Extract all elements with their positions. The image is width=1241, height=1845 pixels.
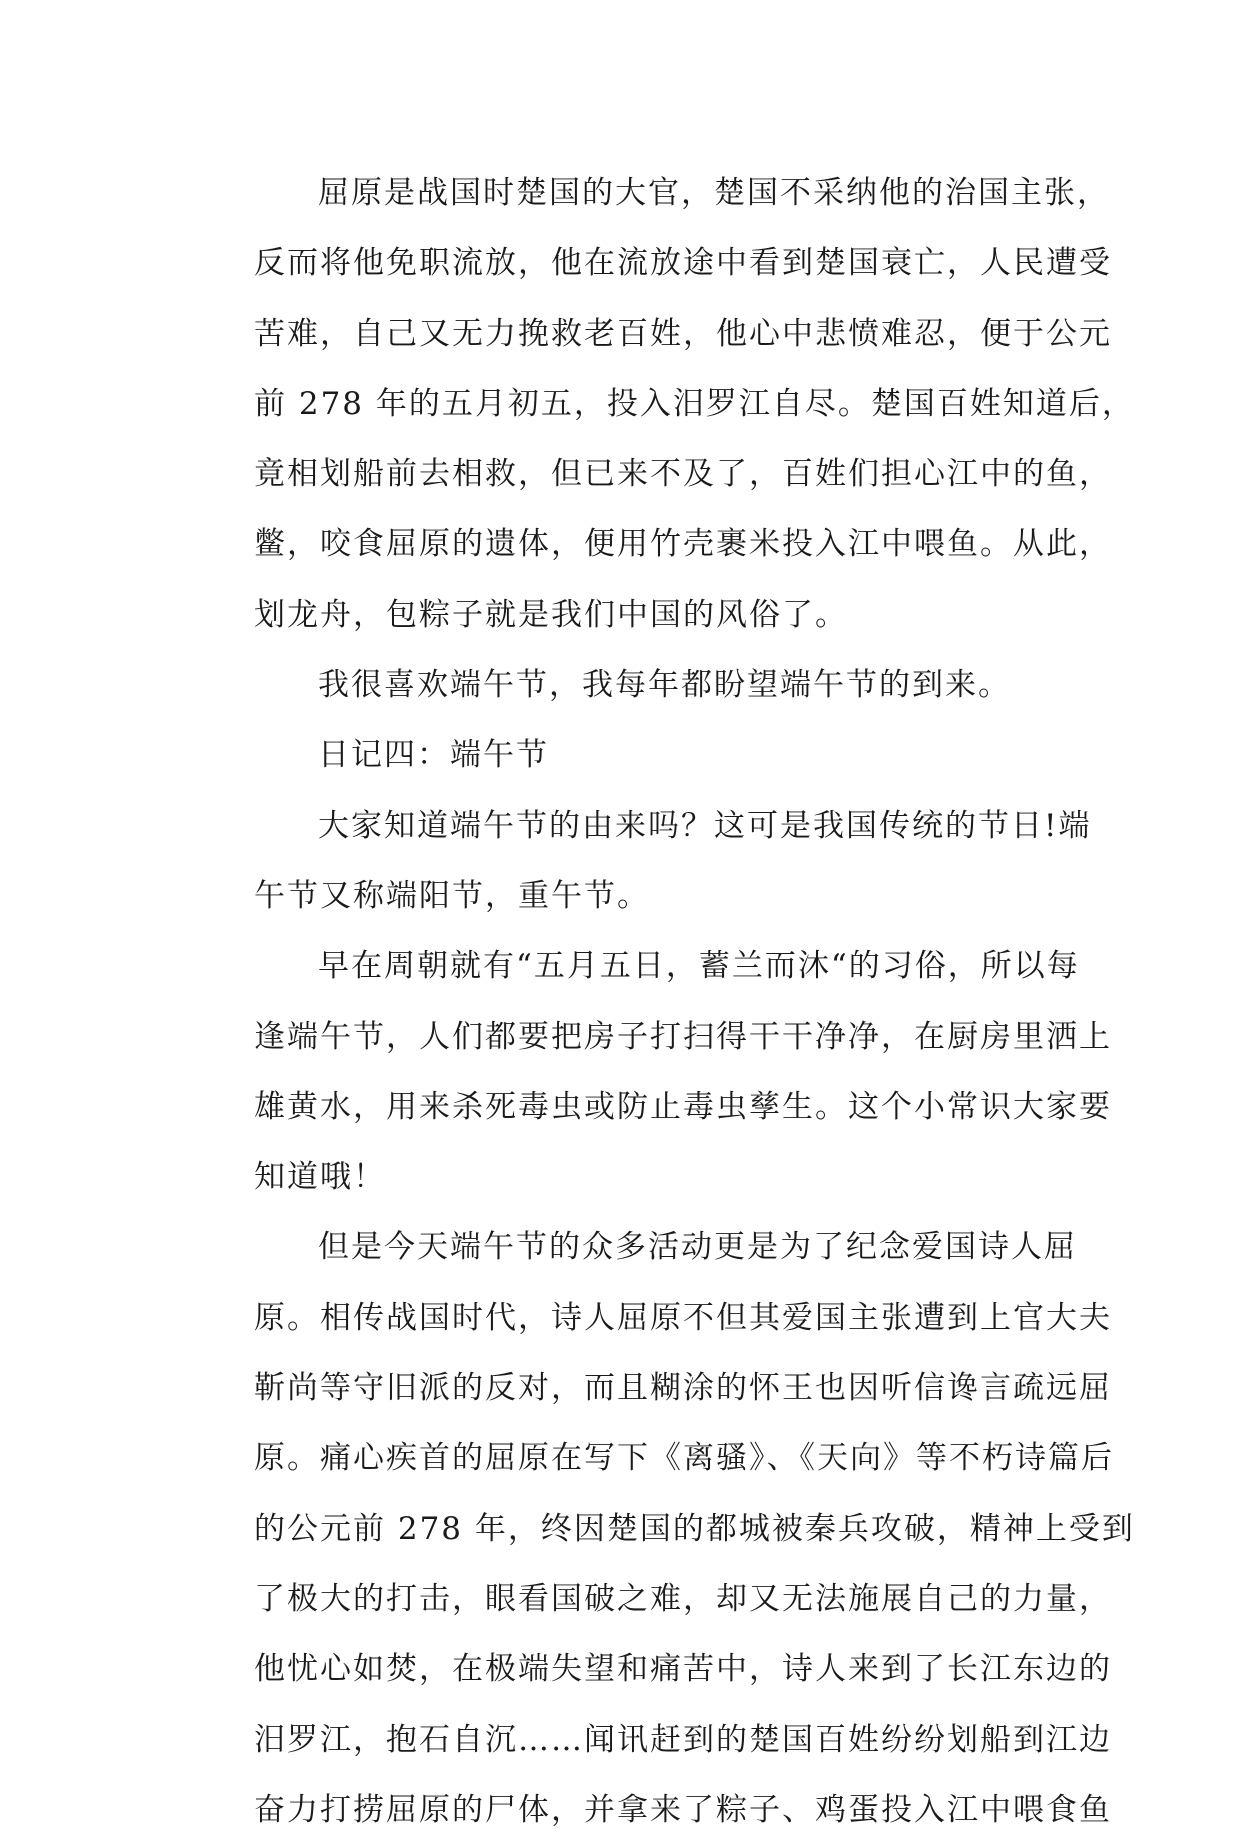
text-line: 知道哦！ bbox=[254, 1159, 386, 1196]
document-body bbox=[190, 158, 1135, 1845]
text-line: 靳尚等守旧派的反对，而且糊涂的怀王也因听信谗言疏远屈 bbox=[254, 1370, 1112, 1407]
text-line: 午节又称端阳节，重午节。 bbox=[254, 877, 650, 914]
text-line: 大家知道端午节的由来吗？这可是我国传统的节日!端 bbox=[318, 807, 1092, 844]
paragraph-zhou-custom bbox=[190, 931, 1112, 1212]
paragraph-origin-question bbox=[190, 791, 1092, 932]
text-line: 的公元前 278 年，终因楚国的都城被秦兵攻破，精神上受到 bbox=[254, 1510, 1135, 1547]
text-line: 了极大的打击，眼看国破之难，却又无法施展自己的力量， bbox=[254, 1580, 1112, 1617]
text-line: 我很喜欢端午节，我每年都盼望端午节的到来。 bbox=[318, 667, 1011, 704]
text-line: 但是今天端午节的众多活动更是为了纪念爱国诗人屈 bbox=[318, 1229, 1077, 1266]
text-line: 竟相划船前去相救，但已来不及了，百姓们担心江中的鱼， bbox=[254, 456, 1112, 493]
text-line: 奋力打捞屈原的尸体，并拿来了粽子、鸡蛋投入江中喂食鱼 bbox=[254, 1791, 1112, 1828]
text-line: 逢端午节，人们都要把房子打扫得干干净净，在厨房里洒上 bbox=[254, 1018, 1112, 1055]
text-line: 苦难，自己又无力挽救老百姓，他心中悲愤难忍，便于公元 bbox=[254, 315, 1112, 352]
paragraph-commemoration bbox=[190, 1212, 1135, 1845]
text-line: 雄黄水，用来杀死毒虫或防止毒虫孳生。这个小常识大家要 bbox=[254, 1088, 1112, 1125]
text-line: 反而将他免职流放，他在流放途中看到楚国衰亡，人民遭受 bbox=[254, 245, 1112, 282]
diary-heading bbox=[190, 720, 1062, 790]
paragraph-closing bbox=[190, 650, 1062, 720]
text-line: 早在周朝就有“五月五日，蓄兰而沐“的习俗，所以每 bbox=[318, 948, 1080, 985]
paragraph-qu-yuan-story bbox=[190, 158, 1135, 650]
text-line: 划龙舟，包粽子就是我们中国的风俗了。 bbox=[254, 596, 848, 633]
text-line: 屈原是战国时楚国的大官，楚国不采纳他的治国主张， bbox=[318, 175, 1110, 211]
text-line: 汨罗江，抱石自沉……闻讯赶到的楚国百姓纷纷划船到江边 bbox=[254, 1721, 1112, 1758]
text-line: 他忧心如焚，在极端失望和痛苦中，诗人来到了长江东边的 bbox=[254, 1651, 1112, 1688]
text-line: 前 278 年的五月初五，投入汨罗江自尽。楚国百姓知道后， bbox=[254, 385, 1135, 422]
text-line: 原。相传战国时代，诗人屈原不但其爱国主张遭到上官大夫 bbox=[254, 1299, 1112, 1336]
text-line: 日记四：端午节 bbox=[318, 737, 549, 774]
text-line: 原。痛心疾首的屈原在写下《离骚》、《天向》等不朽诗篇后 bbox=[254, 1440, 1114, 1477]
text-line: 鳖，咬食屈原的遗体，便用竹壳裹米投入江中喂鱼。从此， bbox=[254, 526, 1112, 563]
